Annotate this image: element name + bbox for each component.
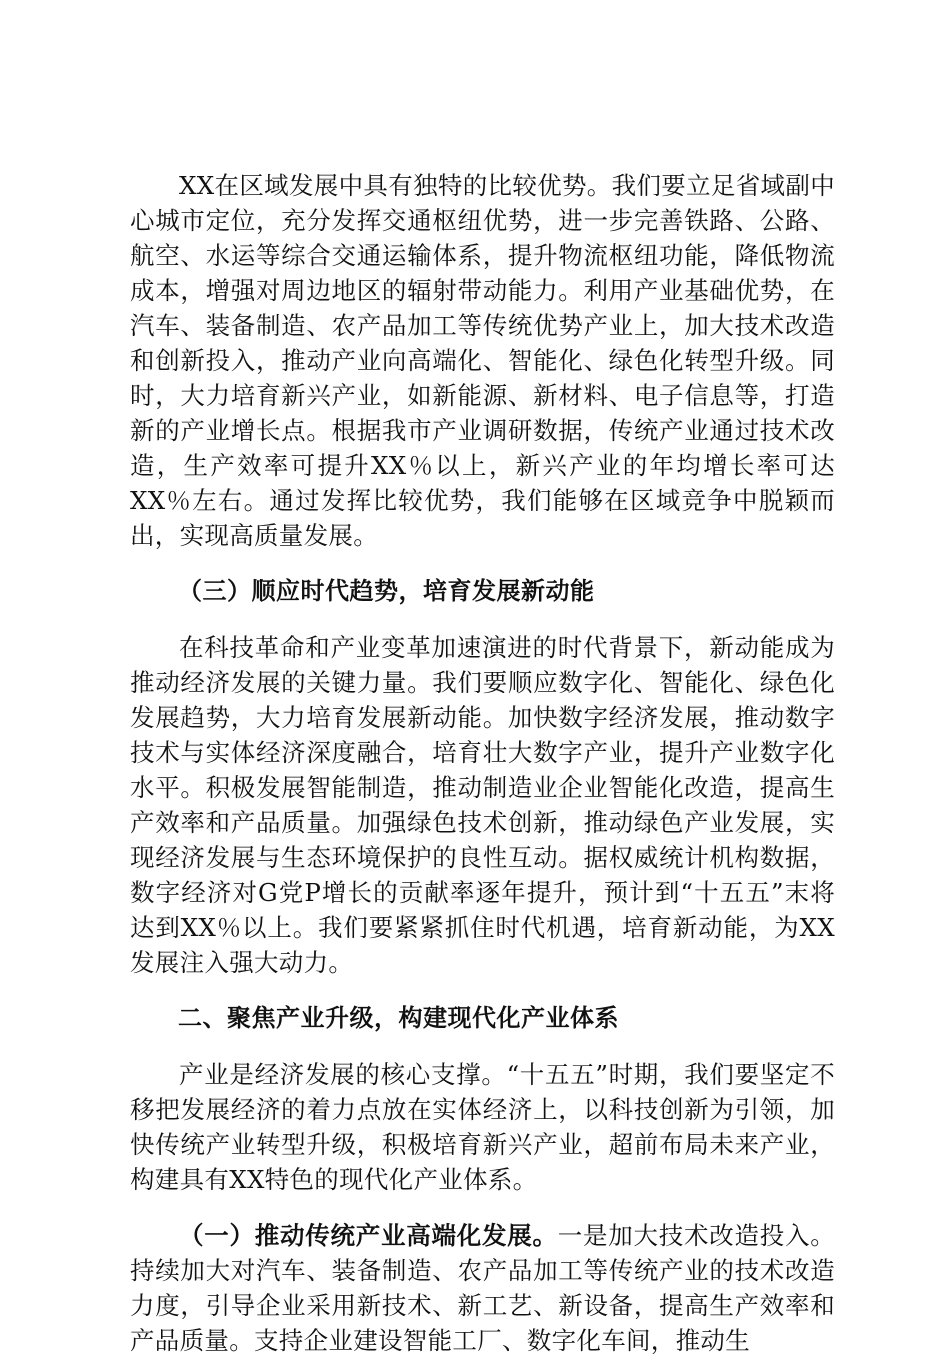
paragraph-traditional-industry [130,1218,835,1358]
paragraph-body-text: 一是加大技术改造投入。持续加大对汽车、装备制造、农产品加工等传统产业的技术改造力度，引导企业采用新技术、新工艺、新设备，提高生产效率和产品质量。支持企业建设智能工厂、数字化车间，推动生 [130,1221,835,1355]
section-heading-industrial-upgrade: 二、聚焦产业升级，构建现代化产业体系 [178,1004,619,1032]
paragraph-new-momentum: 在科技革命和产业变革加速演进的时代背景下，新动能成为推动经济发展的关键力量。我们要顺应数字化、智能化、绿色化发展趋势，大力培育发展新动能。加快数字经济发展，推动数字技术与实体经济深度融合，培育壮大数字产业，提升产业数字化水平。积极发展智能制造，推动制造业企业智能化改造，提高生产效率和产品质量。加强绿色技术创新，推动绿色产业发展，实现经济发展与生态环境保护的良性互动。据权威统计机构数据，数字经济对G党P增长的贡献率逐年提升，预计到“十五五”末将达到XX％以上。我们要紧紧抓住时代机遇，培育新动能，为XX发展注入强大动力。 [130,633,835,977]
section-heading-new-momentum: （三）顺应时代趋势，培育发展新动能 [178,577,595,605]
paragraph-industrial-system: 产业是经济发展的核心支撑。“十五五”时期，我们要坚定不移把发展经济的着力点放在实体经济上，以科技创新为引领，加快传统产业转型升级，积极培育新兴产业，超前布局未来产业，构建具有XX特色的现代化产业体系。 [130,1060,835,1194]
document-page [130,168,835,1358]
paragraph-lead-heading: （一）推动传统产业高端化发展。 [179,1221,558,1250]
paragraph-comparative-advantage: XX在区域发展中具有独特的比较优势。我们要立足省域副中心城市定位，充分发挥交通枢纽优势，进一步完善铁路、公路、航空、水运等综合交通运输体系，提升物流枢纽功能，降低物流成本，增强对周边地区的辐射带动能力。利用产业基础优势，在汽车、装备制造、农产品加工等传统优势产业上，加大技术改造和创新投入，推动产业向高端化、智能化、绿色化转型升级。同时，大力培育新兴产业，如新能源、新材料、电子信息等，打造新的产业增长点。根据我市产业调研数据，传统产业通过技术改造，生产效率可提升XX％以上，新兴产业的年均增长率可达XX％左右。通过发挥比较优势，我们能够在区域竞争中脱颖而出，实现高质量发展。 [130,171,835,550]
